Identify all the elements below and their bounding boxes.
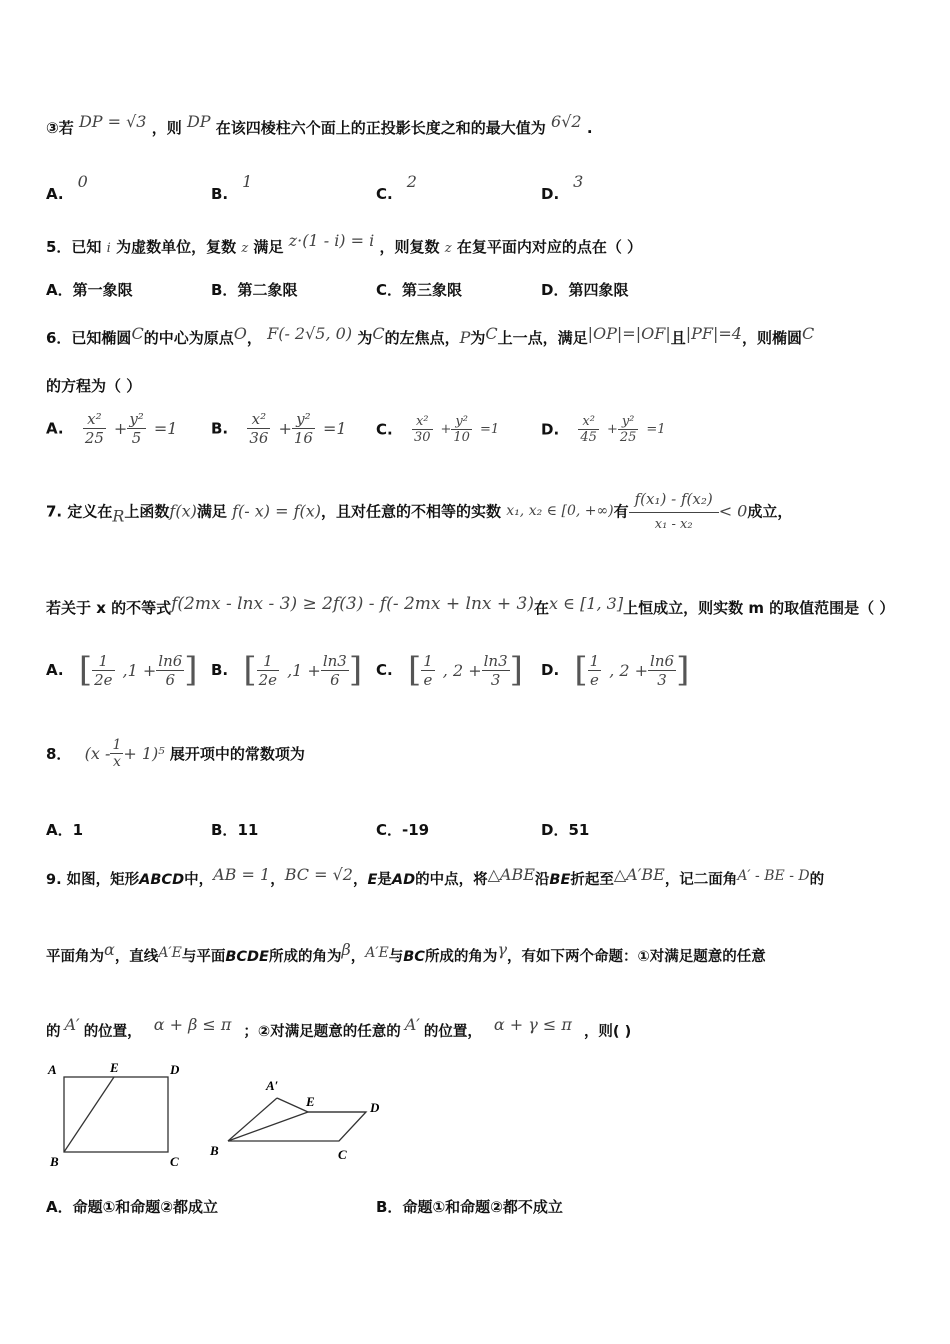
text: 上恒成立，则实数 m 的取值范围是（ ） [623,599,895,617]
bold-italic-bc: BC [403,949,425,965]
text: ，则( ) [583,1024,632,1040]
fraction [247,410,270,447]
math-r: R [112,506,125,526]
option-label: C. [376,661,393,679]
option-label: B． [211,281,238,299]
text: 与 [388,949,404,965]
option-label: C． [376,821,403,839]
q8-option-b[interactable] [211,819,258,840]
text: 且 [670,329,686,347]
rectangle-figure [47,1060,180,1169]
rhs: =1 [153,419,178,438]
text: ，记二面角 [664,872,738,888]
text: 满足 [196,502,227,521]
question-8 [46,737,305,770]
text: 沿 [534,872,550,888]
option-label: A． [46,821,73,839]
numerator: x² [247,410,270,429]
text: 有 [613,502,629,521]
q7-option-b[interactable]: B. [ $\frac{1}{2e}$ ,1 + $\frac{\ln 3}{6}$ ] [211,650,363,690]
denominator: 25 [84,429,104,447]
math-binomial-pre: (x - [84,744,111,763]
fraction [482,652,510,689]
math-alpha: α [104,940,115,959]
text: 满足 [253,238,284,256]
q5-option-c[interactable] [376,279,462,300]
numerator: 1 [423,651,433,670]
math-c: C [131,324,144,343]
math-binomial-post: + 1)⁵ [123,744,165,763]
segment-be [228,1112,308,1141]
text: 的中心为原点 [143,329,234,347]
math-pf: |PF|=4 [685,324,742,343]
denominator: 2e [258,670,278,689]
denominator: x₁ - x₂ [654,517,693,532]
fraction [83,410,106,447]
text: 在该四棱柱六个面上的正投影长度之和的最大值为 [215,119,546,137]
denominator: 6 [165,670,176,689]
fraction [588,652,602,689]
option-label: B. [211,185,229,203]
math-max-value: 6√2 [551,112,582,131]
label-a: A [48,1062,57,1077]
segment-be [64,1077,114,1152]
option-value: 1 [242,172,253,191]
denominator: 10 [453,430,470,445]
bold-italic-e: E [367,872,378,888]
text: ，则椭圆 [741,329,802,347]
q7-option-d[interactable]: D. [ $\frac{1}{e}$ , 2 + $\frac{\ln 6}{3}$ ] [541,650,690,690]
math-beta: β [341,940,351,959]
math-fx: f(x) [169,501,197,521]
math-even: f(- x) = f(x) [232,501,322,521]
q4-option-a[interactable] [46,172,88,203]
option-label: B. [211,661,229,679]
question-7-line2 [46,594,894,618]
q7-option-a[interactable]: A. [ $\frac{1}{2e}$ ,1 + $\frac{\ln 6}{6}$ ] [46,650,198,690]
denominator: e [589,670,599,689]
fraction-monotone [629,490,719,532]
math-a1e: A′E [158,945,182,961]
text: 平面角为 [46,949,104,965]
denominator: 5 [131,429,142,447]
rhs: =1 [479,422,500,437]
numerator: 1 [589,651,600,670]
fraction [321,652,349,689]
text: ，直线 [114,949,159,965]
label-d: D [370,1100,380,1115]
option-value: -19 [402,821,430,839]
math-c: C [801,324,815,343]
text: 为 [357,329,373,347]
text: ；②对满足题意的任意的 [243,1024,401,1040]
option-value: 0 [77,172,88,191]
option-value: 命题①和命题②都不成立 [402,1198,563,1216]
math-dp: DP [186,112,211,131]
text: ，且对任意的不相等的实数 [321,502,502,521]
fraction [127,410,146,447]
option-label: B． [376,1198,403,1216]
option-value: 1 [72,821,84,839]
q8-option-c[interactable] [376,819,429,840]
math-c: C [485,324,498,343]
denominator: 36 [249,429,269,447]
label-e: E [110,1060,119,1075]
math-focus: F(- 2√5, 0) [267,324,353,343]
denominator: 3 [657,670,667,689]
option-value: 2 [406,172,417,191]
option-label: A. [46,419,64,438]
q5-option-a[interactable] [46,279,133,300]
fraction [421,652,435,689]
denominator: 30 [413,430,431,445]
denominator: e [423,670,433,689]
math-p: P [459,328,471,347]
numerator: y² [618,414,639,430]
question-6 [46,324,814,348]
math-alpha-gamma: α + γ ≤ π [493,1015,572,1034]
numerator: ln3 [483,651,508,670]
option-label: D． [541,281,569,299]
text: 的位置， [423,1024,482,1040]
text: ， [270,872,285,888]
numerator: x² [578,414,599,430]
bold-italic-ad: AD [391,872,416,888]
text: 7. 定义在 [46,502,113,521]
text: 6．已知椭圆 [46,329,132,347]
folded-figure [209,1078,380,1162]
denominator: x [112,754,121,770]
option-value: 第二象限 [237,281,298,299]
option-value: 第四象限 [568,281,629,299]
text: 的方程为（ ） [46,377,142,395]
option-label: D. [541,420,560,439]
bold-italic-bcde: BCDE [225,949,269,965]
q8-option-a[interactable] [46,819,83,840]
text: 的位置， [83,1024,142,1040]
q9-option-b[interactable] [376,1196,563,1217]
math-inequality: f(2mx - lnx - 3) ≥ 2f(3) - f(- 2mx + lnx + 3) [171,594,535,614]
math-ab: AB = 1 [213,865,271,884]
math-z: z [444,241,452,256]
numerator: ln3 [322,651,347,670]
option-label: C. [376,420,393,439]
label-c: C [338,1147,347,1162]
text: 8． [46,745,72,763]
question-9 [46,865,824,889]
q9-figures [44,1060,444,1170]
q5-option-b[interactable] [211,279,297,300]
label-e: E [306,1094,315,1109]
math-alpha-beta: α + β ≤ π [153,1015,232,1034]
math-i: i [106,241,111,256]
q6-option-b[interactable]: B. $\frac{\text{x²}}{36}$ + $\frac{\text{y²}}{16}$ =1 [211,410,347,447]
math-dihedral: A′ - BE - D [737,868,810,884]
numerator: ln6 [650,651,675,670]
text: 为虚数单位，复数 [116,238,237,256]
fraction [110,737,123,770]
math-mid: , 2 + [442,660,482,680]
fraction [578,414,599,445]
fraction [451,414,472,445]
numerator: x² [83,410,106,429]
label-d: D [170,1062,180,1077]
text: 9. 如图，矩形 [46,872,140,888]
label-a1: A′ [266,1078,279,1093]
q9-option-a[interactable] [46,1196,218,1217]
text: 所成的角为 [424,949,498,965]
denominator: 25 [619,430,637,445]
fraction [257,652,279,689]
text: 为 [470,329,486,347]
question-7 [46,490,792,532]
option-value: 命题①和命题②都成立 [72,1198,219,1216]
numerator: ln6 [158,651,183,670]
rhs: =1 [322,419,347,438]
q4-option-d[interactable] [541,172,583,203]
text: 上函数 [124,502,170,521]
fraction [618,414,639,445]
text: 的 [809,872,825,888]
math-a1: A′ [64,1015,80,1034]
math-o: O [233,324,247,343]
text: . [586,119,593,137]
question-5 [46,231,642,257]
item-marker: ③若 [46,119,74,137]
numerator: f(x₁) - f(x₂) [629,490,719,513]
denominator: 6 [330,670,340,689]
math-op-of: |OP|=|OF| [587,324,671,343]
text: 中， [184,872,214,888]
math-mid: ,1 + [287,660,321,680]
option-label: D. [541,661,560,679]
text: 的左焦点， [384,329,460,347]
text: 上一点，满足 [497,329,588,347]
q4-option-c[interactable] [376,172,417,203]
math-a1e: A′E [365,945,389,961]
option-value: 11 [237,821,259,839]
denominator: 45 [580,430,597,445]
rhs: =1 [646,422,666,437]
label-b: B [50,1154,59,1169]
segment-a1e [277,1098,308,1112]
text: 的中点，将 [415,872,488,888]
text: 成立， [747,502,793,521]
label-b: B [210,1143,219,1158]
denominator: 2e [94,670,113,689]
text: ， [352,872,368,888]
fraction [292,410,315,447]
text: 与平面 [181,949,226,965]
math-interval: x ∈ [1, 3] [549,594,624,613]
bold-italic-abcd: ABCD [139,872,185,888]
numerator: y² [292,410,315,429]
fraction [648,652,676,689]
numerator: y² [129,410,144,428]
option-label: B． [211,821,238,839]
option-label: A． [46,1198,73,1216]
math-mid: , 2 + [609,660,649,680]
option-value: 3 [573,172,584,191]
q8-option-d[interactable] [541,819,589,840]
math-dp-value: DP = √3 [78,112,147,131]
option-label: D． [541,821,569,839]
math-c: C [372,324,385,343]
option-label: A. [46,661,64,679]
text: 是 [377,872,392,888]
q4-option-b[interactable] [211,172,252,203]
denominator: 3 [490,670,501,689]
fraction [156,652,184,689]
q5-option-d[interactable] [541,279,628,300]
text: 5．已知 [46,238,102,256]
option-label: A. [46,185,64,203]
math-triangle-a1be: △A′BE [613,865,665,884]
q7-option-c[interactable]: C. [ $\frac{1}{e}$ , 2 + $\frac{\ln 3}{3}$ ] [376,650,523,690]
numerator: y² [451,414,472,430]
option-label: D. [541,185,560,203]
rectangle-abcd [64,1077,168,1152]
option-value: 51 [568,821,590,839]
q6-option-a[interactable]: A. $\frac{\text{x²}}{25}$ + $\frac{\text{y²}}{5}$ =1 [46,410,178,447]
q4-item3 [46,112,593,138]
option-label: A． [46,281,73,299]
math-equation: z·(1 - i) = i [288,231,375,250]
option-label: B. [211,419,229,438]
text: 在 [534,599,550,617]
question-9-line3 [46,1015,631,1041]
fraction [412,414,433,445]
math-mid: ,1 + [122,660,157,680]
option-value: 第一象限 [72,281,133,299]
label-c: C [170,1154,179,1169]
fraction [92,652,114,689]
text: 所成的角为 [268,949,342,965]
text: ，则复数 [379,238,440,256]
numerator: 1 [92,652,114,671]
math-a1: A′ [404,1015,420,1034]
math-z: z [241,241,249,256]
text: 折起至 [570,872,614,888]
math-lt-zero: < 0 [718,501,748,521]
option-label: C． [376,281,403,299]
option-label: C. [376,185,393,203]
denominator: 16 [293,429,313,447]
numerator: 1 [112,737,122,753]
math-gamma: γ [497,940,507,959]
text: ，则 [151,119,182,137]
option-value: 第三象限 [402,281,463,299]
numerator: 1 [257,652,279,671]
math-domain: x₁, x₂ ∈ [0, +∞) [506,503,614,519]
segment-ba1 [228,1098,277,1141]
question-6-line2 [46,375,141,396]
math-bc: BC = √2 [284,865,353,884]
q6-option-c[interactable]: C. $\frac{\text{x²}}{30}$ + $\frac{\text{y²}}{10}$ =1 [376,414,500,445]
question-9-line2 [46,940,766,966]
math-triangle-abe: △ABE [487,865,535,884]
text: 的 [46,1024,61,1040]
bold-italic-be: BE [549,872,571,888]
text: 若关于 x 的不等式 [46,599,172,617]
numerator: x² [412,414,433,430]
text: ， [246,329,262,347]
text: 在复平面内对应的点在（ ） [456,238,643,256]
q6-option-d[interactable]: D. $\frac{\text{x²}}{45}$ + $\frac{\text{y²}}{25}$ =1 [541,414,666,445]
text: ，有如下两个命题：①对满足题意的任意 [507,949,766,965]
text: 展开项中的常数项为 [169,745,305,763]
text: ， [350,949,366,965]
